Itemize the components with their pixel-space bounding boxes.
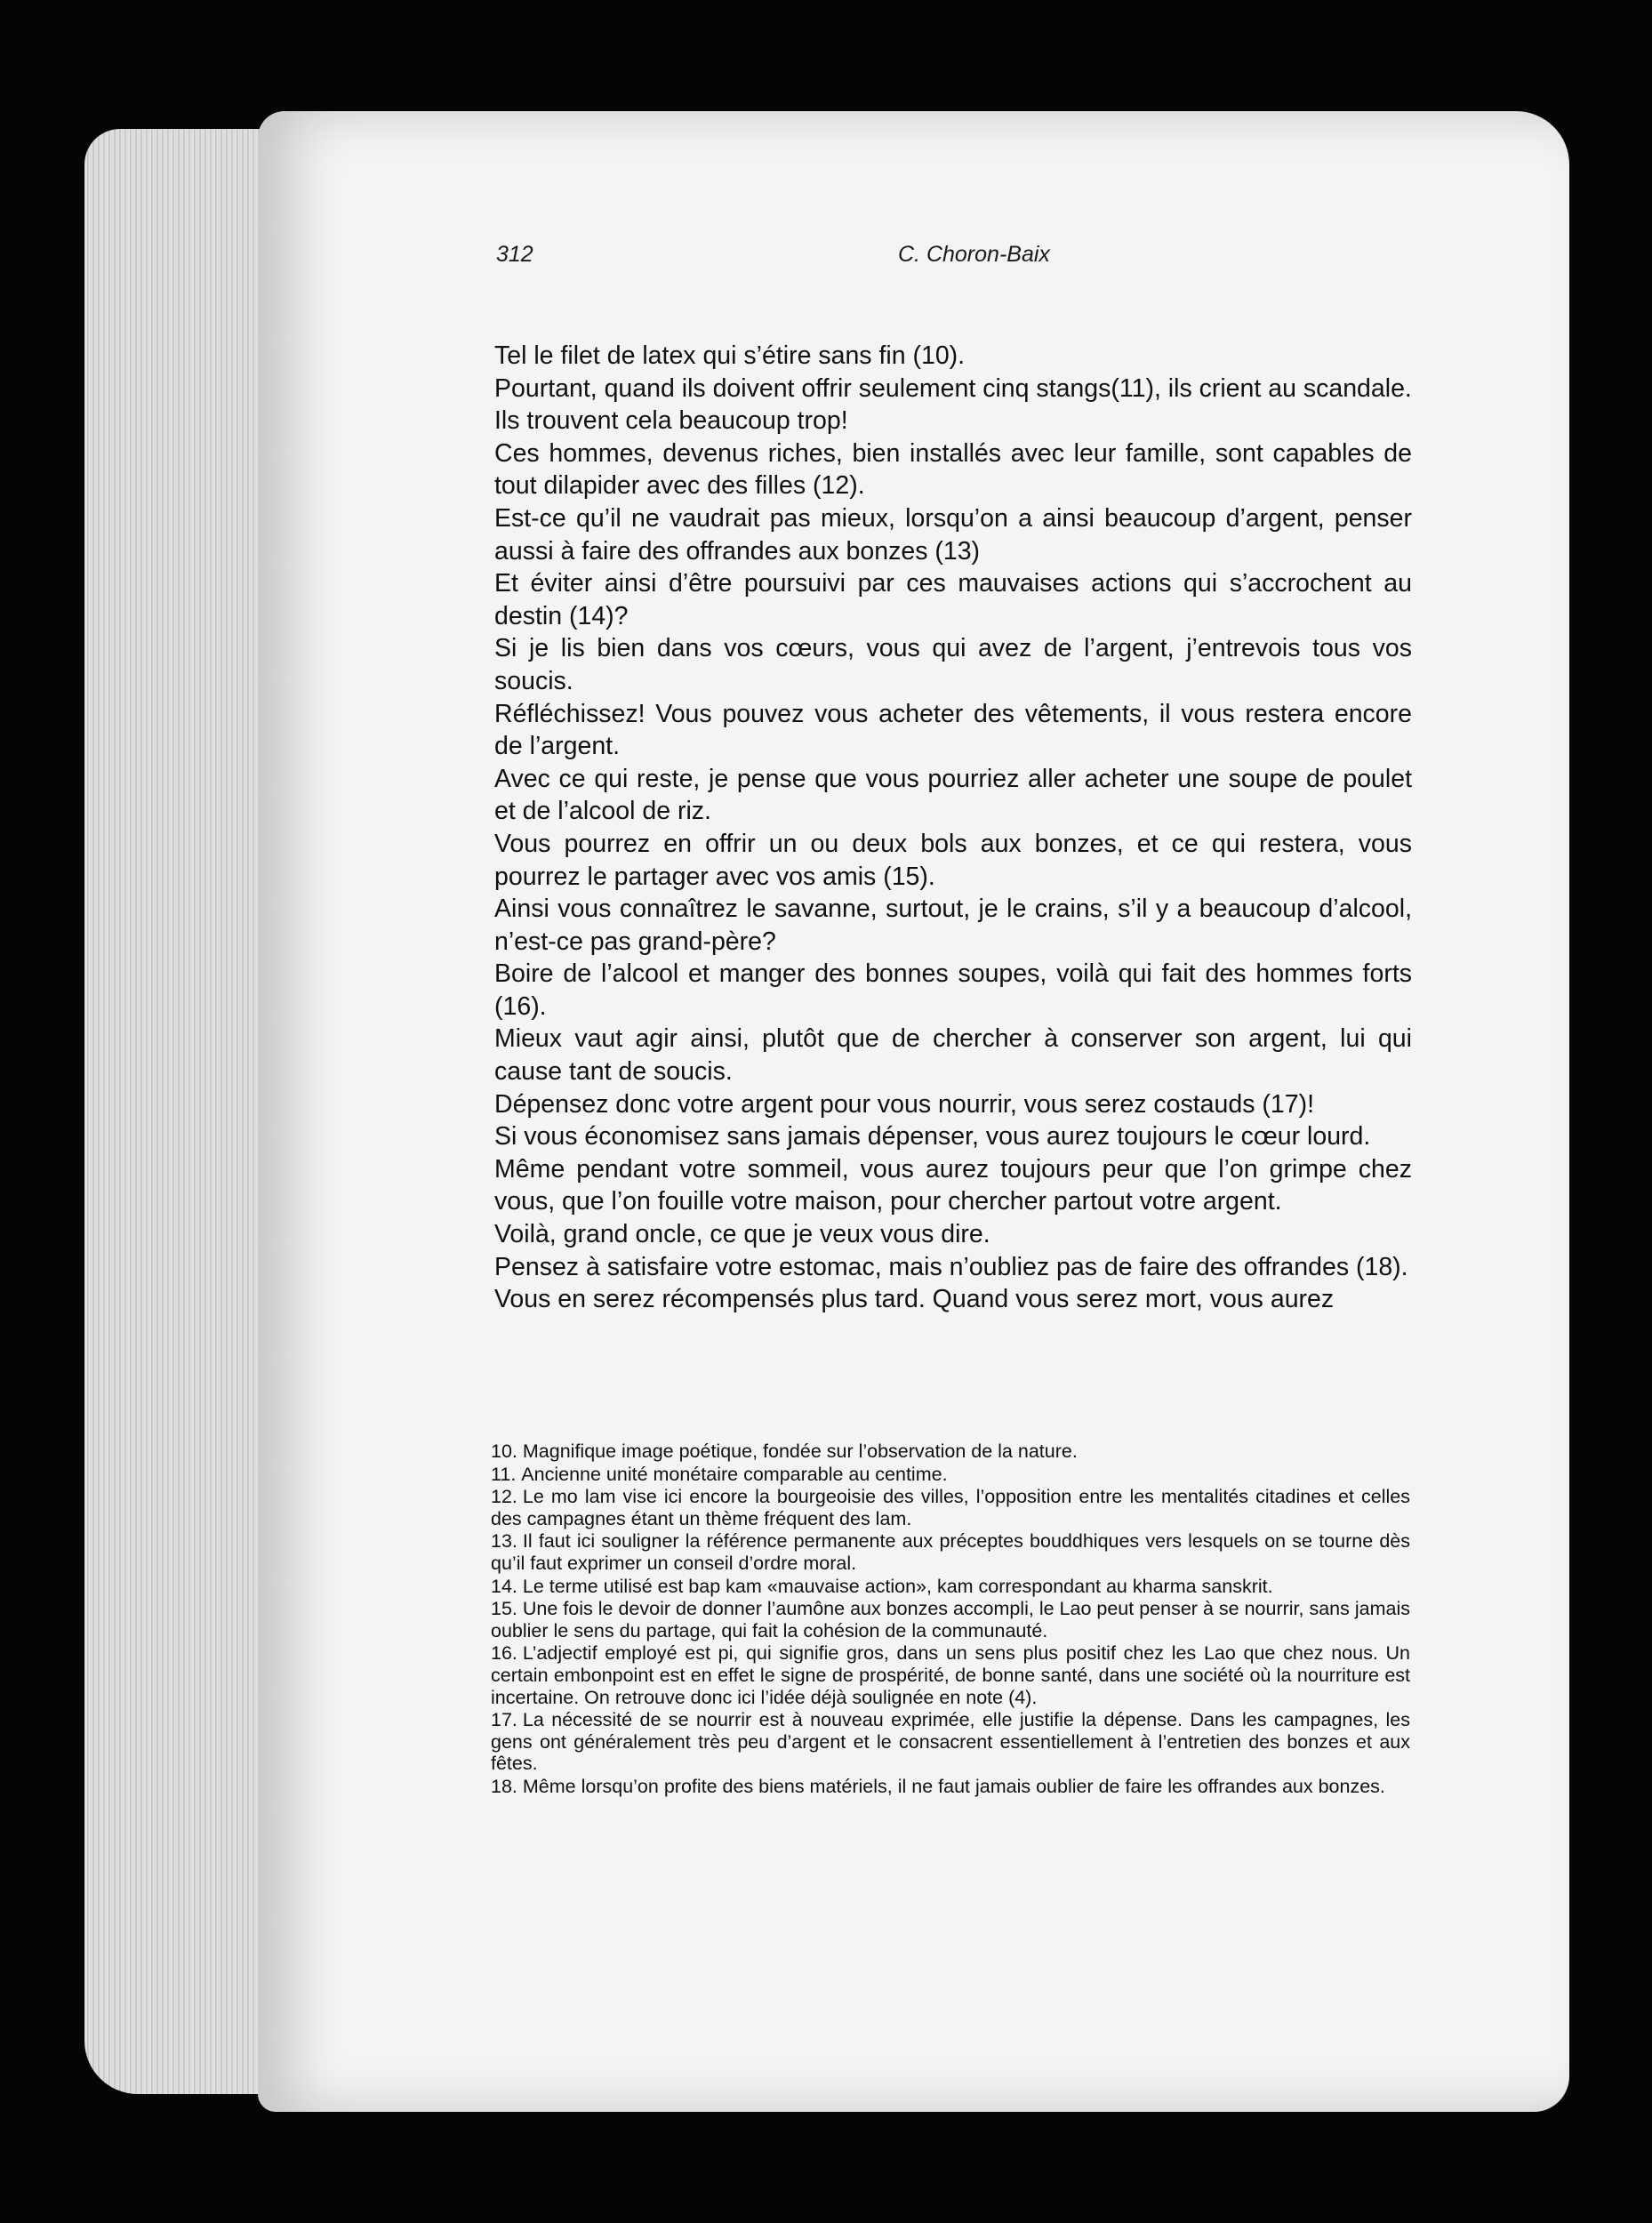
footnote-number: 11. <box>491 1463 517 1485</box>
paragraph: Mieux vaut agir ainsi, plutôt que de chercher à conserver son argent, lui qui cause tant de soucis. <box>494 1024 1412 1087</box>
paragraph: Vous en serez récompensés plus tard. Quand vous serez mort, vous aurez <box>494 1285 1335 1314</box>
paragraph: Est-ce qu’il ne vaudrait pas mieux, lorsqu’on a ainsi beaucoup d’argent, penser aussi à faire des offrandes aux bonzes (13) <box>494 503 1412 566</box>
footnote-text: Une fois le devoir de donner l’aumône aux bonzes accompli, le Lao peut penser à se nourrir, sans jamais oublier le sens du partage, qui fait la cohésion de la communauté. <box>491 1598 1410 1641</box>
footnote-text: Même lorsqu’on profite des biens matériels, il ne faut jamais oublier de faire les offrandes aux bonzes. <box>522 1775 1385 1797</box>
footnote <box>491 1486 1410 1529</box>
footnote <box>491 1576 1410 1598</box>
footnote-text: La nécessité de se nourrir est à nouveau exprimée, elle justifie la dépense. Dans les campagnes, les gens ont généralement très peu d’argent et le consacrent essentiellement à l’entretien des bonzes et aux fêtes. <box>491 1709 1410 1775</box>
footnote-text: Le mo lam vise ici encore la bourgeoisie des villes, l’opposition entre les mentalités citadines et celles des campagnes étant un thème fréquent des lam. <box>491 1486 1410 1529</box>
main-text <box>494 340 1412 1316</box>
footnote-number: 17. <box>491 1709 517 1731</box>
footnote-text: Il faut ici souligner la référence permanente aux préceptes bouddhiques vers lesquels on se tourne dès qu’il faut exprimer un conseil d’ordre moral. <box>491 1530 1410 1574</box>
paragraph: Réfléchissez! Vous pouvez vous acheter des vêtements, il vous restera encore de l’argent. <box>494 699 1412 761</box>
paragraph: Si vous économisez sans jamais dépenser, vous aurez toujours le cœur lourd. <box>494 1122 1371 1152</box>
paragraph: Pourtant, quand ils doivent offrir seulement cinq stangs(11), ils crient au scandale. <box>494 373 1412 403</box>
paragraph: Dépensez donc votre argent pour vous nourrir, vous serez costauds (17)! <box>494 1089 1314 1119</box>
footnote-text: L’adjectif employé est pi, qui signifie gros, dans un sens plus positif chez les Lao que chez nous. Un certain embonpoint est en effet le signe de prospérité, de bonne santé, dans une société où la nourriture est incertaine. On retrouve donc ici l’idée déjà soulignée en note (4). <box>491 1642 1410 1708</box>
paragraph: Et éviter ainsi d’être poursuivi par ces mauvaises actions qui s’accrochent au destin (14)? <box>494 569 1412 630</box>
footnote <box>491 1598 1410 1641</box>
footnote-number: 13. <box>491 1530 517 1553</box>
footnote-text: Magnifique image poétique, fondée sur l’observation de la nature. <box>522 1441 1078 1462</box>
footnote <box>491 1776 1410 1798</box>
footnote-number: 14. <box>491 1575 517 1597</box>
footnote-number: 15. <box>491 1598 517 1620</box>
paragraph: Pensez à satisfaire votre estomac, mais n’oubliez pas de faire des offrandes (18). <box>494 1252 1408 1281</box>
footnote <box>491 1464 1410 1486</box>
footnote-number: 18. <box>491 1775 517 1797</box>
footnotes <box>491 1441 1410 1799</box>
paragraph: Ils trouvent cela beaucoup trop! <box>494 406 848 436</box>
running-header <box>496 242 1101 277</box>
paragraph: Même pendant votre sommeil, vous aurez toujours peur que l’on grimpe chez vous, que l’on fouille votre maison, pour chercher partout votre argent. <box>494 1154 1412 1216</box>
footnote-text: Ancienne unité monétaire comparable au centime. <box>521 1463 948 1485</box>
paragraph: Si je lis bien dans vos cœurs, vous qui avez de l’argent, j’entrevois tous vos soucis. <box>494 634 1412 695</box>
paragraph: Ainsi vous connaîtrez le savanne, surtout, je le crains, s’il y a beaucoup d’alcool, n’est-ce pas grand-père? <box>494 895 1412 956</box>
footnote <box>491 1709 1410 1775</box>
footnote-number: 16. <box>491 1642 517 1665</box>
paragraph: Boire de l’alcool et manger des bonnes soupes, voilà qui fait des hommes forts (16). <box>494 959 1412 1021</box>
footnote <box>491 1530 1410 1574</box>
paragraph: Ces hommes, devenus riches, bien installés avec leur famille, sont capables de tout dilapider avec des filles (12). <box>494 438 1412 501</box>
paragraph: Vous pourrez en offrir un ou deux bols aux bonzes, et ce qui restera, vous pourrez le partager avec vos amis (15). <box>494 829 1412 891</box>
paragraph: Avec ce qui reste, je pense que vous pourriez aller acheter une soupe de poulet et de l’alcool de riz. <box>494 764 1412 826</box>
paragraph: Tel le filet de latex qui s’étire sans fin (10). <box>494 341 966 370</box>
footnote <box>491 1441 1410 1463</box>
footnote <box>491 1642 1410 1708</box>
running-head-author: C. Choron-Baix <box>898 242 1050 267</box>
footnote-number: 10. <box>491 1441 517 1462</box>
page-number: 312 <box>496 242 533 267</box>
paragraph: Voilà, grand oncle, ce que je veux vous dire. <box>494 1220 990 1249</box>
footnote-number: 12. <box>491 1486 517 1508</box>
footnote-text: Le terme utilisé est bap kam «mauvaise action», kam correspondant au kharma sanskrit. <box>522 1575 1273 1597</box>
